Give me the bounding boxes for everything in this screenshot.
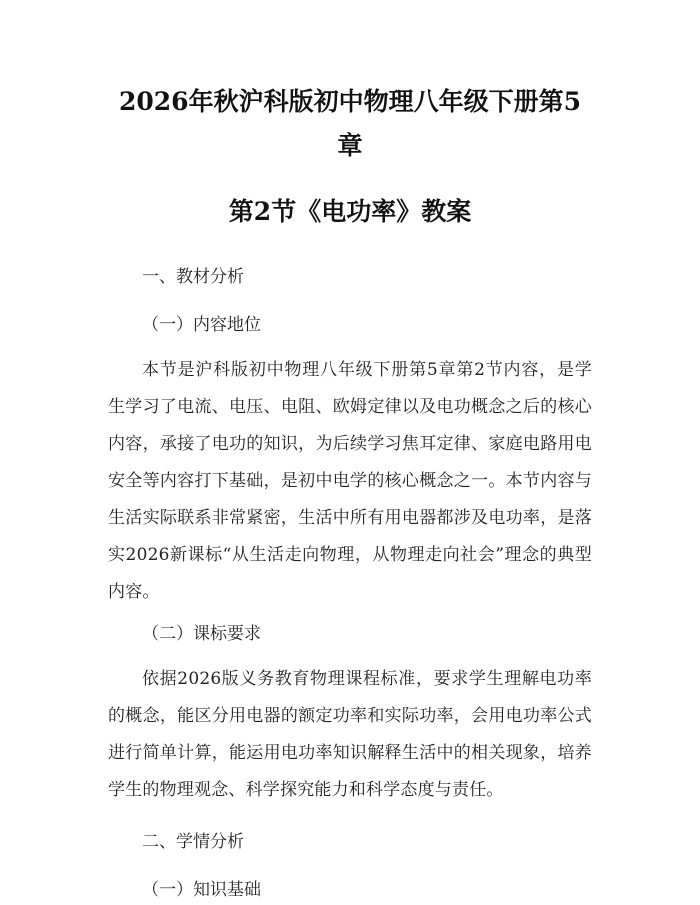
subheading-content-position: （一）内容地位 [142, 315, 261, 335]
section-heading-learner-analysis: 二、学情分析 [142, 832, 244, 852]
subheading-curriculum-requirements: （二）课标要求 [142, 624, 261, 644]
paragraph-curriculum-requirements: 依据2026版义务教育物理课程标准，要求学生理解电功率的概念，能区分用电器的额定功率和实际功率，会用电功率公式进行简单计算，能运用电功率知识解释生活中的相关现象，培养学生的物理观念、科学探究能力和科学态度与责任。 [108, 669, 592, 800]
paragraph-content-position: 本节是沪科版初中物理八年级下册第5章第2节内容，是学生学习了电流、电压、电阻、欧姆定律以及电功概念之后的核心内容，承接了电功的知识，为后续学习焦耳定律、家庭电路用电安全等内容打下基础，是初中电学的核心概念之一。本节内容与生活实际联系非常紧密，生活中所有用电器都涉及电功率，是落实2026新课标“从生活走向物理，从物理走向社会”理念的典型内容。 [108, 360, 592, 602]
document-title [108, 80, 592, 234]
title-line-2: 第2节《电功率》教案 [228, 197, 472, 226]
section-heading-textbook-analysis: 一、教材分析 [142, 267, 244, 287]
subheading-knowledge-foundation: （一）知识基础 [142, 880, 261, 900]
title-line-1: 2026年秋沪科版初中物理八年级下册第5章 [119, 87, 581, 160]
